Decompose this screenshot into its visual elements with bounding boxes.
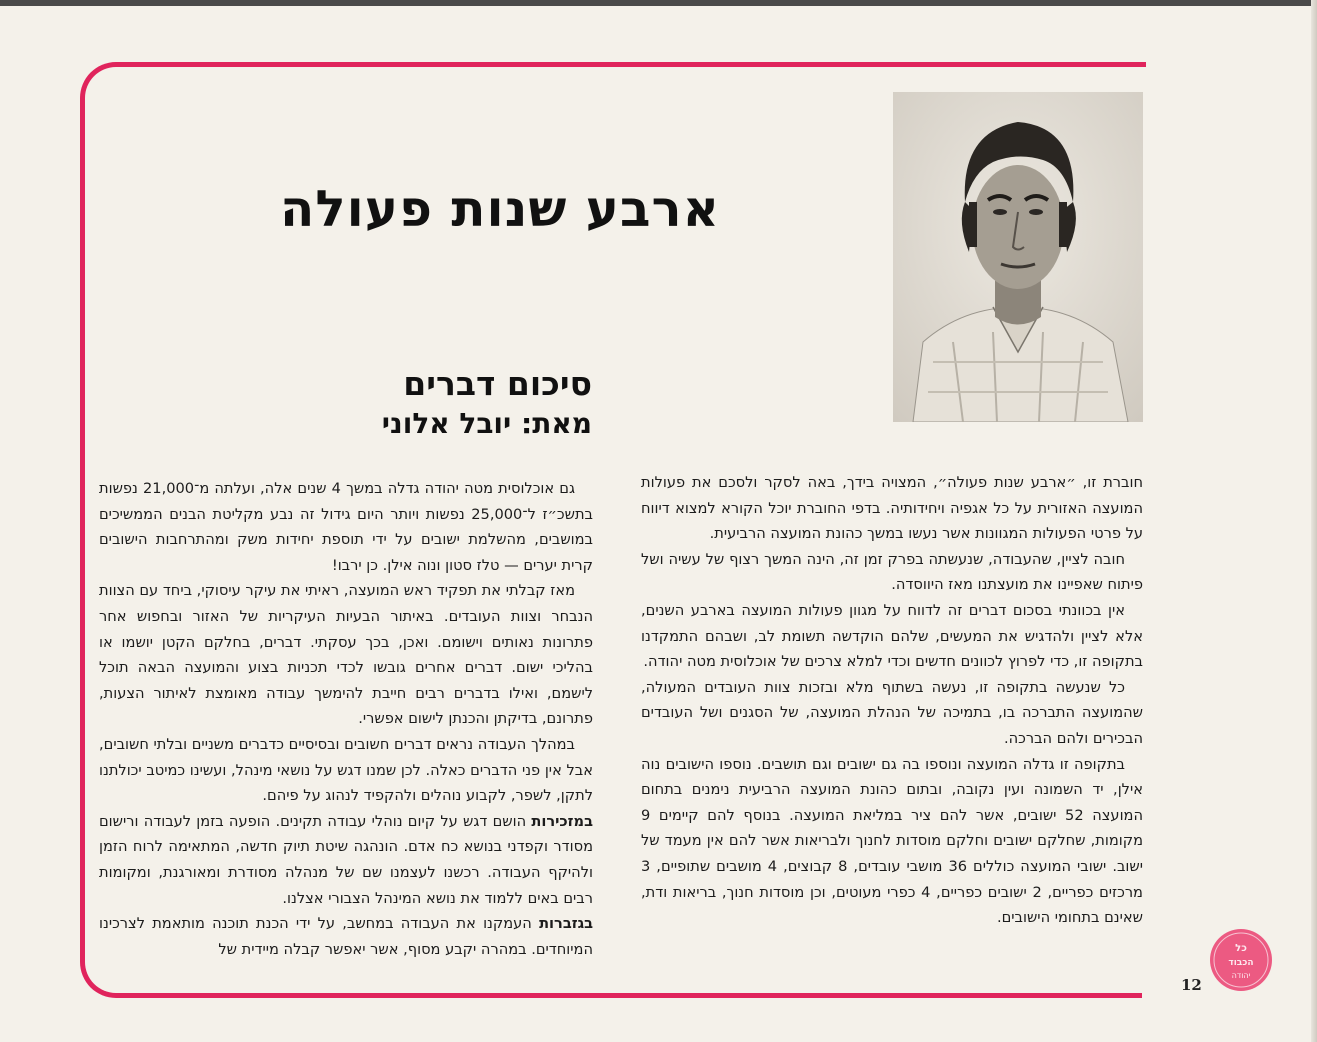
paragraph: כל שנעשה בתקופה זו, נעשה בשתוף מלא ובזכות צוות העובדים המעולה, שהמועצה התברכה בו, בתמיכה של הנהלת המועצה, של הסגנים ושל העובדים הבכירים ולהם הברכה. bbox=[641, 678, 1143, 747]
paragraph: במהלך העבודה נראים דברים חשובים ובסיסיים כדברים משניים ובלתי חשובים, אבל אין פני הדברים כאלה. לכן שמנו דגש על נושאי מינהל, ועשינו כמיטב יכולתנו לתקן, לשפר, לקבוע נוהלים ולהקפיד לנהוג על פיהם. bbox=[99, 735, 593, 805]
text-column-left bbox=[99, 476, 593, 962]
regional-council-logo bbox=[1208, 927, 1274, 993]
paragraph: אין בכוונתי בסכום דברים זה לדווח על מגוון פעולות המועצה בארבע השנים, אלא לציין ולהדגיש את המעשים, שלהם הוקדשה תשומת לב, ושבהם התמקדנו בתקופה זו, כדי לפרוץ לכוונים חדשים וכדי למלא צרכים של אוכלוסית מטה יהודה. bbox=[641, 601, 1143, 671]
svg-text:כל: כל bbox=[1235, 943, 1247, 954]
svg-text:הכבוד: הכבוד bbox=[1228, 958, 1254, 968]
text-column-right bbox=[641, 470, 1143, 931]
paragraph-text: העמקנו את העבודה במחשב, על ידי הכנת תוכנה מותאמת לצרכינו המיוחדים. במהרה יקבע מסוף, אשר יאפשר קבלה מיידית של bbox=[99, 915, 593, 958]
article-title: ארבע שנות פעולה bbox=[280, 180, 720, 238]
author-byline: מאת: יובל אלוני bbox=[381, 407, 592, 440]
author-portrait-photo bbox=[893, 92, 1143, 422]
paragraph: מאז קבלתי את תפקיד ראש המועצה, ראיתי את עיקר עיסוקי, ביחד עם הצוות הנבחר וצוות העובדים. באיתור הבעיות העיקריות של האזור ובחפוש אחר פתרונות נאותים וישומם. ואכן, בכך עסקתי. דברים, בחלקם הקטן יושמו או בהליכי ישום. דברים אחרים גובשו לכדי תכניות בצוע והמועצה הבאה תוכל לישמם, ואילו בדברים רבים חייבת להימשך עבודה מאומצת לאיתור הצעות, פתרונם, בדיקתן והכנתן לישום אפשרי. bbox=[99, 582, 593, 728]
paragraph: גם אוכלוסית מטה יהודה גדלה במשך 4 שנים אלה, ועלתה מ־21,000 נפשות בתשכ״ז ל־25,000 נפשות ויותר היום גידול זה נבע מקליטת הבנים הממשיכים במושבים, מהשלמת ישובים על ידי תוספת יחידות משק ומהתרחבות הישובים קרית יערים — טלז סטון ונוה אילן. כן ירבו! bbox=[99, 480, 593, 574]
paragraph-text: הושם דגש על קיום נוהלי עבודה תקינים. הופעה בזמן לעבודה ורישום מסודר וקפדני בנושא כח אדם. הונהגה שיטת תיוק חדשה, המתאימה לרוח הזמן ולהיקף העבודה. רכשנו לעצמנו שם של מנהלה מסודרת ומאורגנת, ומקומות רבים באים ללמוד את נושא המינהל הצבורי אצלנו. bbox=[99, 812, 593, 907]
svg-text:יהודה: יהודה bbox=[1231, 971, 1251, 980]
paragraph: בתקופה זו גדלה המועצה ונוספו בה גם ישובים וגם תושבים. נוספו הישובים נוה אילן, יד השמונה ועין נקובה, ובתום כהונת המועצה הרביעית נימנים בתחום המועצה 52 ישובים, אשר להם ציר במליאת המועצה. בנוסף להם קיימים 9 מקומות, שחלקם ישובים וחלקם מוסדות לחנוך ולבריאות אשר להם אין מעמד של ישוב. ישובי המועצה כוללים 36 מושבי עובדים, 8 קבוצים, 4 מושבים שתופיים, 3 מרכזים כפריים, 2 ישובים כפריים, 4 כפרי מעוטים, וכן מוסדות חנוך, בריאות ודת, שאינם בתחומי הישובים. bbox=[641, 755, 1143, 927]
section-lead-secretariat: במזכירות bbox=[531, 812, 593, 830]
article-subtitle: סיכום דברים bbox=[403, 364, 592, 403]
scan-right-edge bbox=[1311, 0, 1317, 1042]
page-number: 12 bbox=[1181, 976, 1202, 994]
frame-gap-top bbox=[1146, 60, 1186, 70]
paragraph: חובה לציין, שהעבודה, שנעשתה בפרק זמן זה, הינה המשך רצוף של עשיה ושל פיתוח שאפיינו את מועצתנו מאז היווסדה. bbox=[641, 550, 1143, 594]
section-lead-treasury: בגזברות bbox=[539, 915, 593, 933]
scan-top-edge bbox=[0, 0, 1317, 6]
paragraph bbox=[99, 809, 593, 911]
paragraph bbox=[99, 911, 593, 962]
paragraph: חוברת זו, ״ארבע שנות פעולה״, המצויה בידך, באה לסקר ולסכם את פעולות המועצה האזורית על כל אגפיה ויחידותיה. בדפי החוברת יוכל הקורא למצוא דיווח על פרטי הפעולות המגוונות אשר נעשו במשך כהונת המועצה הרביעית. bbox=[641, 474, 1143, 543]
